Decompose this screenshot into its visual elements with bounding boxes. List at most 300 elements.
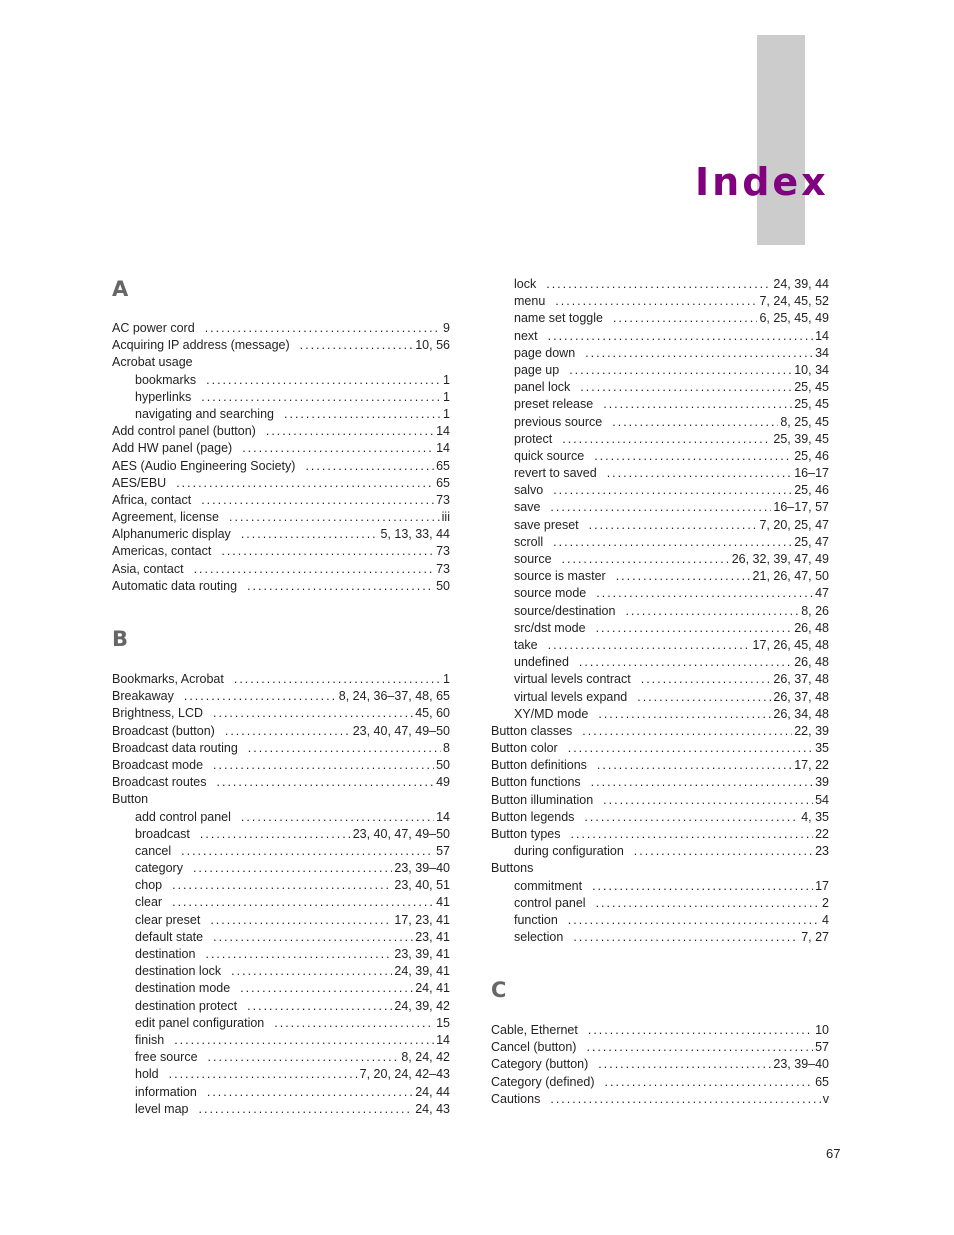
index-term: save preset (514, 517, 579, 532)
page-references: 23, 39–40 (773, 1057, 829, 1072)
dot-leader (300, 337, 414, 354)
dot-leader (598, 1056, 771, 1073)
index-term: Acquiring IP address (message) (112, 338, 290, 353)
dot-leader (594, 448, 792, 465)
dot-leader (553, 534, 792, 551)
index-entry (491, 757, 829, 774)
index-term: Acrobat usage (112, 355, 193, 370)
dot-leader (588, 1022, 813, 1039)
index-subentry (491, 671, 829, 688)
index-subentry (491, 448, 829, 465)
index-entry (112, 440, 450, 457)
index-entry (491, 826, 829, 843)
dot-leader (174, 1032, 434, 1049)
index-subentry (491, 482, 829, 499)
section-letter-c: C (491, 978, 507, 1002)
page-references: 47 (815, 586, 829, 601)
index-entry (112, 578, 450, 595)
index-subentry (112, 877, 450, 894)
index-subentry (112, 1101, 450, 1118)
dot-leader (603, 792, 813, 809)
dot-leader (231, 963, 392, 980)
index-subentry (112, 980, 450, 997)
index-entry (112, 492, 450, 509)
index-term: Broadcast mode (112, 757, 204, 772)
dot-leader (591, 774, 813, 791)
dot-leader (596, 585, 813, 602)
index-term: take (514, 637, 538, 652)
page-references: 10 (815, 1023, 829, 1037)
index-term: Category (defined) (491, 1074, 595, 1089)
dot-leader (596, 895, 820, 912)
dot-leader (234, 671, 441, 688)
index-subentry (491, 379, 829, 396)
index-subentry (112, 1049, 450, 1066)
dot-leader (193, 860, 392, 877)
index-term: level map (135, 1101, 189, 1116)
index-term: Broadcast data routing (112, 740, 238, 755)
page-references: 34 (815, 345, 829, 360)
index-subentry (491, 534, 829, 551)
index-term: AES (Audio Engineering Society) (112, 458, 296, 473)
index-term: destination lock (135, 964, 222, 979)
index-term: destination (135, 947, 196, 961)
dot-leader (569, 362, 792, 379)
page-references: 23, 40, 51 (394, 878, 450, 893)
index-term: Bookmarks, Acrobat (112, 672, 224, 686)
dot-leader (568, 740, 813, 757)
page-references: 1 (443, 672, 450, 686)
page-references: 45, 60 (415, 706, 450, 721)
index-term: menu (514, 294, 546, 309)
index-term: AES/EBU (112, 475, 167, 490)
index-term: Buttons (491, 861, 534, 876)
index-subentry (491, 431, 829, 448)
dot-leader (184, 688, 337, 705)
index-subentry (112, 1015, 450, 1032)
page-references: 26, 48 (794, 655, 829, 670)
index-term: free source (135, 1050, 198, 1065)
index-term: default state (135, 929, 204, 944)
page-references: 2 (822, 895, 829, 910)
dot-leader (553, 482, 792, 499)
index-subentry (491, 689, 829, 706)
index-subentry (491, 843, 829, 860)
page-references: 6, 25, 45, 49 (759, 311, 829, 326)
index-term: Americas, contact (112, 544, 212, 559)
page-references: 1 (443, 406, 450, 421)
index-subentry (491, 414, 829, 431)
dot-leader (598, 706, 771, 723)
index-term: lock (514, 277, 537, 291)
dot-leader (582, 723, 792, 740)
index-subentry (112, 912, 450, 929)
page-references: 26, 32, 39, 47, 49 (731, 552, 829, 566)
dot-leader (571, 826, 814, 843)
page-references: 17, 26, 45, 48 (752, 637, 829, 652)
index-entry (112, 757, 450, 774)
index-term: Add HW panel (page) (112, 441, 233, 456)
index-subentry (491, 465, 829, 482)
index-subentry (112, 860, 450, 877)
index-term: clear (135, 895, 163, 910)
index-term: XY/MD mode (514, 706, 589, 721)
index-term: protect (514, 431, 553, 446)
page-references: 65 (815, 1074, 829, 1089)
dot-leader (597, 757, 792, 774)
dot-leader (181, 843, 434, 860)
dot-leader (607, 465, 793, 482)
index-term: Button illumination (491, 792, 594, 807)
index-term: virtual levels contract (514, 672, 631, 687)
page-references: 16–17, 57 (773, 500, 829, 515)
index-subentry (112, 1032, 450, 1049)
page-references: 14 (436, 441, 450, 456)
dot-leader (305, 458, 434, 475)
index-entry (491, 723, 829, 740)
dot-leader (199, 1101, 414, 1118)
page-references: 65 (436, 475, 450, 490)
dot-leader (266, 423, 434, 440)
dot-leader (241, 809, 434, 826)
index-entry (491, 774, 829, 791)
dot-leader (213, 705, 413, 722)
page-references: 8 (443, 740, 450, 755)
index-entry (112, 705, 450, 722)
index-term: destination protect (135, 998, 238, 1013)
dot-leader (242, 440, 434, 457)
index-term: hold (135, 1067, 159, 1082)
dot-leader (194, 561, 435, 578)
dot-leader (207, 1084, 413, 1101)
dot-leader (562, 551, 730, 568)
index-subentry (491, 585, 829, 602)
dot-leader (205, 946, 392, 963)
index-term: Category (button) (491, 1057, 589, 1072)
dot-leader (210, 912, 392, 929)
index-entry (112, 688, 450, 705)
dot-leader (172, 894, 434, 911)
page-references: 15 (436, 1015, 450, 1030)
index-entry (491, 1091, 829, 1108)
page-references: 7, 20, 25, 47 (759, 517, 829, 532)
dot-leader (213, 929, 413, 946)
page-references: 24, 41 (415, 981, 450, 996)
dot-leader (172, 877, 392, 894)
index-term: Button legends (491, 809, 575, 824)
page-references: 25, 47 (794, 534, 829, 549)
page-references: 26, 48 (794, 620, 829, 635)
page-references: 73 (436, 561, 450, 576)
index-term: during configuration (514, 844, 624, 859)
page-references: 26, 34, 48 (773, 706, 829, 721)
index-subentry (112, 998, 450, 1015)
dot-leader (612, 414, 778, 431)
dot-leader (247, 998, 392, 1015)
index-entry (112, 543, 450, 560)
index-term: hyperlinks (135, 389, 192, 404)
index-subentry (112, 826, 450, 843)
index-term: Agreement, license (112, 510, 220, 525)
page-references: 35 (815, 741, 829, 756)
index-subentry (491, 895, 829, 912)
index-term: Broadcast (button) (112, 723, 215, 738)
dot-leader (284, 406, 441, 423)
page-references: 54 (815, 792, 829, 807)
index-subentry (491, 328, 829, 345)
index-entry (112, 740, 450, 757)
index-subentry (491, 929, 829, 946)
index-entry (112, 671, 450, 688)
dot-leader (637, 689, 771, 706)
index-term: revert to saved (514, 466, 597, 481)
index-subentry (491, 912, 829, 929)
dot-leader (546, 276, 771, 293)
dot-leader (584, 809, 799, 826)
page-references: 5, 13, 33, 44 (380, 527, 450, 542)
index-term: Broadcast routes (112, 775, 207, 790)
page-references: 7, 20, 24, 42–43 (359, 1067, 450, 1082)
index-subentry (491, 878, 829, 895)
page-references: 23 (815, 844, 829, 859)
dot-leader (206, 372, 441, 389)
dot-leader (589, 517, 758, 534)
dot-leader (225, 723, 351, 740)
index-term: chop (135, 878, 163, 893)
dot-leader (200, 826, 351, 843)
page-references: 14 (436, 809, 450, 824)
index-term: function (514, 912, 558, 927)
dot-leader (579, 654, 792, 671)
chapter-tab-bar (757, 35, 805, 245)
index-term: quick source (514, 448, 585, 463)
index-term: Button definitions (491, 758, 587, 773)
section-a-entries (112, 320, 450, 595)
dot-leader (634, 843, 813, 860)
index-term: Button (112, 792, 149, 807)
dot-leader (205, 320, 441, 337)
page-references: 26, 37, 48 (773, 689, 829, 704)
index-subentry (112, 929, 450, 946)
index-term: undefined (514, 655, 569, 670)
page-references: 23, 40, 47, 49–50 (352, 723, 450, 738)
index-entry (491, 809, 829, 826)
page-references: 9 (443, 321, 450, 335)
index-term: selection (514, 930, 564, 945)
index-subentry (112, 389, 450, 406)
page-references: 25, 46 (794, 483, 829, 498)
index-term: source is master (514, 569, 606, 584)
dot-leader (548, 328, 813, 345)
index-entry (112, 791, 450, 808)
dot-leader (217, 774, 435, 791)
dot-leader (241, 526, 379, 543)
page-references: 8, 24, 36–37, 48, 65 (338, 689, 450, 704)
index-term: next (514, 328, 538, 343)
dot-leader (176, 475, 434, 492)
page-references: 24, 39, 41 (394, 964, 450, 979)
index-subentry (112, 894, 450, 911)
index-term: panel lock (514, 380, 571, 395)
index-term: scroll (514, 534, 544, 549)
dot-leader (568, 912, 820, 929)
index-term: src/dst mode (514, 620, 586, 635)
index-subentry (112, 963, 450, 980)
dot-leader (586, 1039, 813, 1056)
index-term: finish (135, 1032, 165, 1047)
page-references: 22 (815, 827, 829, 841)
page-references: 24, 43 (415, 1101, 450, 1116)
dot-leader (274, 1015, 434, 1032)
page-references: 25, 45 (794, 380, 829, 395)
index-term: save (514, 500, 541, 515)
index-entry (491, 792, 829, 809)
index-subentry (491, 603, 829, 620)
dot-leader (641, 671, 772, 688)
index-entry (491, 1039, 829, 1056)
index-term: navigating and searching (135, 406, 274, 421)
index-term: Button color (491, 741, 558, 756)
dot-leader (247, 578, 434, 595)
index-term: Cable, Ethernet (491, 1023, 578, 1037)
dot-leader (562, 431, 771, 448)
index-term: broadcast (135, 826, 190, 841)
index-term: edit panel configuration (135, 1015, 265, 1030)
page-references: 24, 39, 44 (773, 277, 829, 291)
index-term: Cautions (491, 1091, 541, 1106)
index-term: Brightness, LCD (112, 706, 204, 721)
index-term: Breakaway (112, 689, 174, 704)
index-entry (112, 561, 450, 578)
index-term: name set toggle (514, 311, 603, 326)
index-subentry (112, 809, 450, 826)
dot-leader (201, 389, 441, 406)
index-subentry (491, 654, 829, 671)
index-entry (491, 1074, 829, 1091)
index-entry (112, 509, 450, 526)
dot-leader (580, 379, 792, 396)
index-term: Asia, contact (112, 561, 184, 576)
page-references: 24, 39, 42 (394, 998, 450, 1013)
section-c-entries (491, 1022, 829, 1108)
page-references: iii (441, 510, 450, 525)
page-title: Index (695, 160, 829, 204)
page-references: 23, 39, 41 (394, 947, 450, 961)
page-references: 10, 34 (794, 362, 829, 377)
page-references: 22, 39 (794, 723, 829, 738)
dot-leader (213, 757, 434, 774)
dot-leader (248, 740, 441, 757)
index-term: page up (514, 362, 560, 377)
index-subentry (491, 293, 829, 310)
index-entry (112, 774, 450, 791)
dot-leader (613, 310, 758, 327)
index-subentry (491, 310, 829, 327)
index-entry (112, 337, 450, 354)
page-references: 49 (436, 775, 450, 790)
page-references: 25, 46 (794, 448, 829, 463)
page-references: 14 (815, 328, 829, 343)
index-term: cancel (135, 843, 172, 858)
page-references: 14 (436, 1032, 450, 1047)
index-term: page down (514, 345, 576, 360)
index-term: Add control panel (button) (112, 424, 256, 439)
index-entry (112, 354, 450, 371)
index-subentry (491, 276, 829, 293)
index-subentry (112, 843, 450, 860)
dot-leader (585, 345, 813, 362)
page-references: 8, 26 (801, 603, 829, 618)
index-term: Button types (491, 827, 561, 841)
page-references: 73 (436, 492, 450, 507)
page-references: 1 (443, 389, 450, 404)
page-references: 24, 44 (415, 1084, 450, 1099)
index-term: source (514, 552, 552, 566)
dot-leader (229, 509, 440, 526)
page-references: 16–17 (794, 466, 829, 481)
page-references: 4 (822, 912, 829, 927)
page-references: 57 (815, 1040, 829, 1055)
dot-leader (548, 637, 751, 654)
index-entry (491, 740, 829, 757)
index-term: clear preset (135, 912, 201, 927)
index-subentry (491, 517, 829, 534)
index-subentry (491, 620, 829, 637)
page-references: 25, 39, 45 (773, 431, 829, 446)
dot-leader (603, 396, 792, 413)
page-references: 50 (436, 757, 450, 772)
page-references: 10, 56 (415, 338, 450, 353)
dot-leader (550, 1091, 820, 1108)
index-subentry (491, 499, 829, 516)
dot-leader (201, 492, 434, 509)
index-entry (491, 1022, 829, 1039)
index-subentry (112, 1084, 450, 1101)
section-letter-b: B (112, 627, 129, 651)
section-letter-a: A (112, 277, 129, 301)
page-references: 73 (436, 544, 450, 559)
page-references: 14 (436, 424, 450, 439)
dot-leader (550, 499, 771, 516)
dot-leader (208, 1049, 400, 1066)
page-references: 4, 35 (801, 809, 829, 824)
index-subentry (491, 345, 829, 362)
index-term: Button functions (491, 775, 581, 790)
index-subentry (491, 568, 829, 585)
index-entry (112, 723, 450, 740)
dot-leader (240, 980, 413, 997)
index-entry (491, 1056, 829, 1073)
index-term: destination mode (135, 981, 231, 996)
page-references: 57 (436, 843, 450, 858)
dot-leader (555, 293, 757, 310)
page-references: 17 (815, 878, 829, 893)
index-entry (112, 320, 450, 337)
section-b-entries (112, 671, 450, 1118)
dot-leader (169, 1066, 358, 1083)
page-references: 1 (443, 372, 450, 387)
index-subentry (491, 396, 829, 413)
index-subentry (491, 551, 829, 568)
index-term: category (135, 861, 183, 876)
page-references: v (822, 1091, 829, 1106)
dot-leader (616, 568, 751, 585)
index-subentry (491, 637, 829, 654)
index-term: source mode (514, 586, 587, 601)
page-references: 26, 37, 48 (773, 672, 829, 687)
index-term: salvo (514, 483, 544, 498)
index-subentry (112, 1066, 450, 1083)
